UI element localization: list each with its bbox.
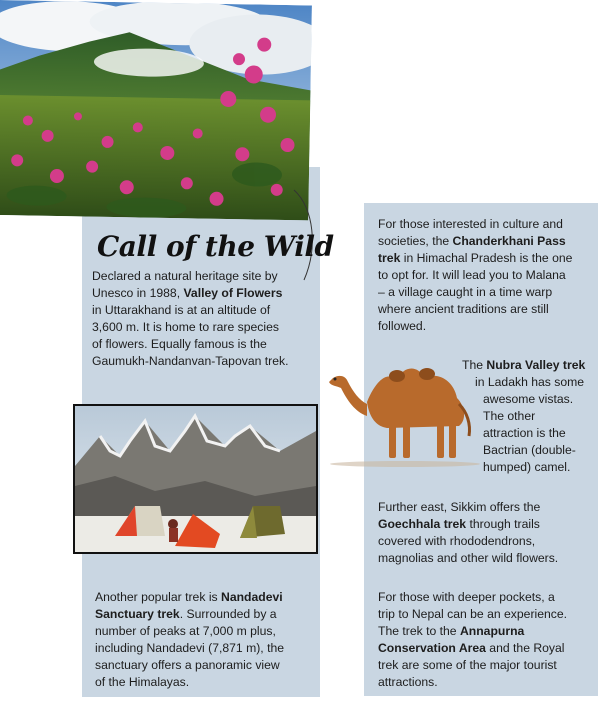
himalaya-tents-photo (73, 404, 318, 554)
valley-of-flowers-photo (0, 0, 312, 220)
page-title: Call of the Wild (97, 230, 334, 263)
nepal-text: For those with deeper pockets, a trip to Nepal can be an experience. The trek to the Annapurna Conservation Area and the Royal trek are some of the major tourist attractions. (378, 590, 568, 689)
intro-text: Declared a natural heritage site by Unesco in 1988, Valley of Flowers in Uttarakhand is at an altitude of 3,600 m. It is home to rare species of flowers. Equally famous is the Gaumukh-Nandanvan-Tapovan trek. (92, 269, 289, 368)
nandadevi-text: Another popular trek is Nandadevi Sanctuary trek. Surrounded by a number of peaks at 7,000 m plus, including Nandadevi (7,871 m), the sanctuary offers a panoramic view of the Himalayas. (95, 590, 285, 689)
nubra-text: The Nubra Valley trek in Ladakh has some awesome vistas. The other attraction is the Bactrian (double- humped) camel. (462, 358, 586, 474)
chanderkhani-text: For those interested in culture and societies, the Chanderkhani Pass trek in Himachal Pradesh is the one to opt for. It will lead you to Malana – a village caught in a time warp where ancient traditions are still followed. (378, 217, 573, 333)
sikkim-text: Further east, Sikkim offers the Goechhala trek through trails covered with rhododendrons, magnolias and other wild flowers. (378, 500, 559, 565)
bactrian-camel-image (325, 352, 485, 470)
